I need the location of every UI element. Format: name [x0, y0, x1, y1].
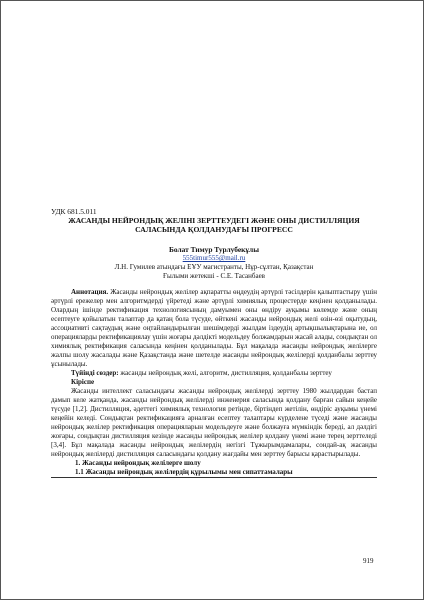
udc-code: УДК 681.5.011 — [51, 207, 97, 216]
intro-heading: Кіріспе — [71, 378, 95, 386]
article-title-line1: ЖАСАНДЫ НЕЙРОНДЫҚ ЖЕЛІНІ ЗЕРТТЕУДЕГІ ЖӘНЕ ОНЫ ДИСТИЛЛЯЦИЯ — [68, 216, 360, 225]
author-name: Болат Тимур Турлубекұлы — [169, 245, 259, 254]
keywords-text: жасанды нейрондық желі, алгоритм, дистилляция, қолданбалы зерттеу — [118, 369, 332, 377]
supervisor: Ғылыми жетекші - С.Е. Тасанбаев — [163, 272, 265, 280]
keywords-label: Түйінді сөздер: — [71, 369, 119, 377]
section-heading-1: 1. Жасанды нейрондық желілерге шолу — [75, 459, 201, 467]
intro-paragraph: Жасанды интеллект саласындағы жасанды нейрондық желілерді зерттеу 1980 жылдардан бастап дамып келе жатқанда, жасанды нейрондық желілерді инженерия саласында қолдану барған сайын кеңейе түсуде [1,2]. Дистилляция, әдеттегі химиялық технология ретінде, біртіндеп жетілін, өндіріс ауқымы үнемі кеңейін келеді. Сондықтан ректификацияға арналған есептеу талаптары күрделене түседі және жасанды нейрондық желілер ректификация операцияларын модельдеуге және болжауға мүмкіндік береді, ал дәлдігі жоғары, сондықтан дистилляция кезінде жасанды нейрондық желілер қолдану үнемі және терең зерттеледі [3,4]. Бұл мақалада жасанды нейрондық желілердің негізгі Тұжырымдамалары, сондай-ақ жасанды нейрондық желілерді дистилляция саласындағы қолдану жағдайы мен зерттеу барысы қарастырылады. — [51, 387, 377, 458]
section-heading-1-1: 1.1 Жасанды нейрондық желілердің құрылымы мен сипаттамалары — [51, 468, 377, 478]
keywords — [51, 369, 377, 378]
author-email-link[interactable]: 555timur555@mail.ru — [182, 254, 246, 262]
abstract — [51, 288, 377, 369]
article-body — [51, 207, 377, 478]
abstract-label: Аннотация. — [71, 288, 109, 296]
author-affiliation: Л.Н. Гумилев атындағы ЕҰУ магистранты, Нұр-сұлтан, Қазақстан — [114, 263, 314, 271]
page-number: 919 — [363, 557, 374, 565]
abstract-text: Жасанды нейрондық желілер ақпаратты өңдеудің әртүрлі тәсілдерін қалыптастыру үшін әртүрлі ережелер мен алгоритмдерді үйретеді және әртүрлі химиялық процестерде кеңінен қолданылады. Олардың ішінде ректификация технологиясының дамуымен оны өндіру ауқымы көлемде және оның есептеуге қойылатын талаптар да қатаң бола түсуде, өйткені жасанды нейрондық желі өзін-өзі оқытудың, ассоциативті сақтаудың және оңтайландырылған шешімдерді жылдам іздеудің артықшылықтарына ие, ол операцияларды ректификациялау үшін жоғары дәлдікті модельдеу болжамдарын жасай алады, сондықтан ол химиялық ректификация саласында кеңінен қолданылады. Бұл мақалада жасанды нейрондық желілерге жалпы шолу жасалады және Қазақстанда және шетелде жасанды нейрондық желілерді қолданбалы зерттеу ұсынылады. — [51, 288, 377, 368]
article-title-line2: САЛАСЫНДА ҚОЛДАНУДАҒЫ ПРОГРЕСС — [135, 225, 293, 234]
